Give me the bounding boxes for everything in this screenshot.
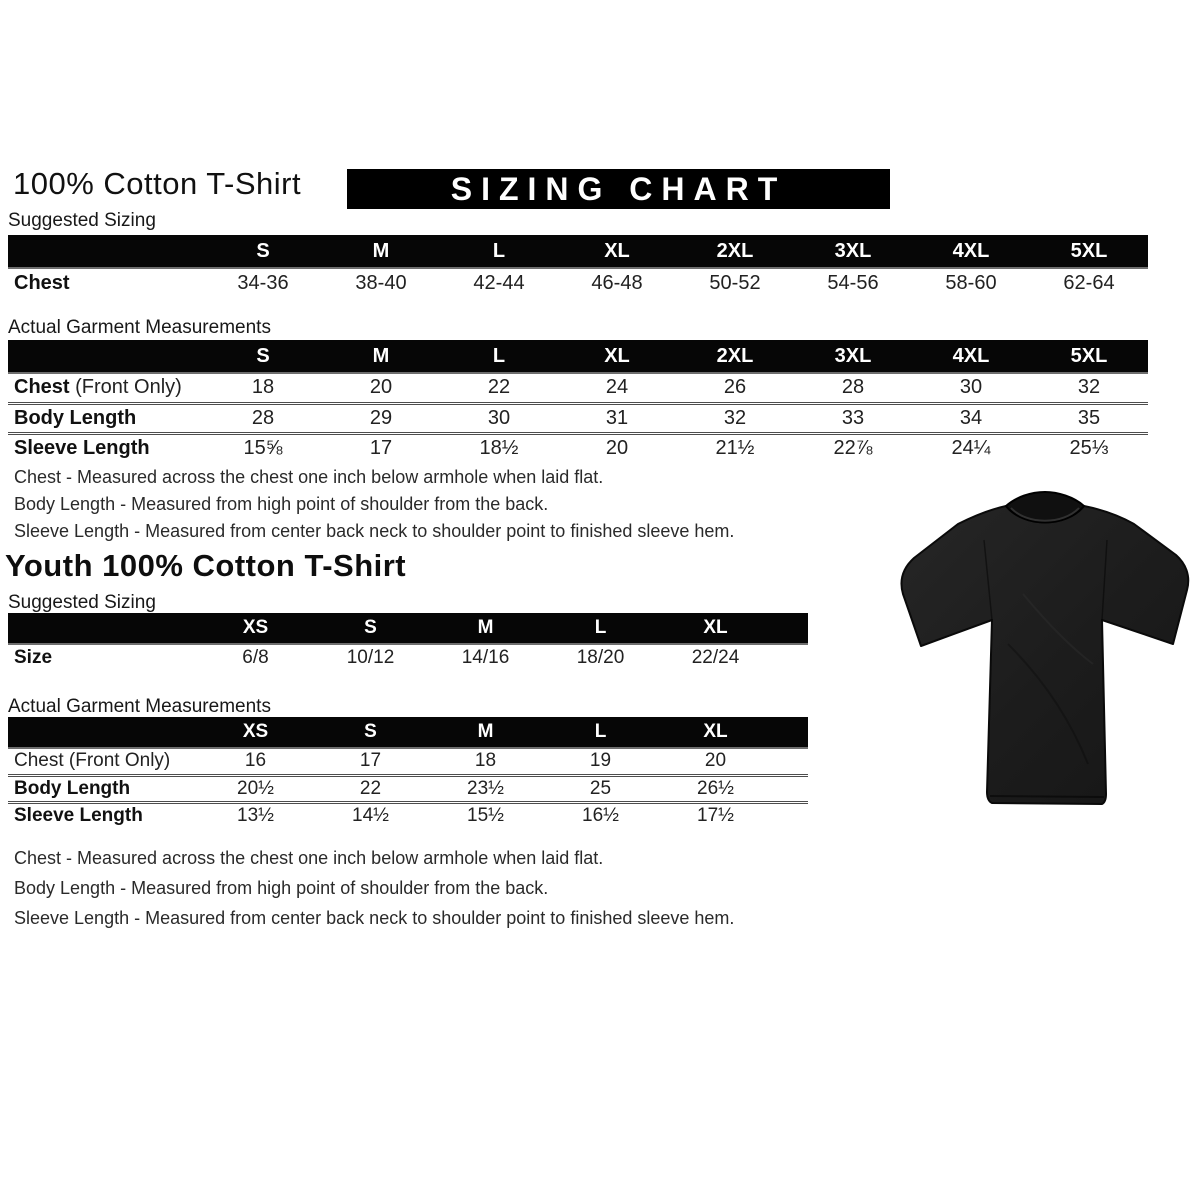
col-header: XL: [558, 235, 676, 268]
cell: 50-52: [676, 268, 794, 298]
cell: 34: [912, 403, 1030, 433]
col-header: XL: [658, 717, 773, 748]
col-header: L: [543, 613, 658, 644]
cell: [773, 748, 808, 775]
youth-actual-measurements-label: Actual Garment Measurements: [8, 696, 271, 717]
youth-section-title: Youth 100% Cotton T-Shirt: [5, 548, 407, 583]
table-row: [8, 373, 1148, 403]
cell: 17: [313, 748, 428, 775]
cell: 10/12: [313, 644, 428, 671]
cell: 26½: [658, 775, 773, 802]
cell: 46-48: [558, 268, 676, 298]
cell: 32: [676, 403, 794, 433]
table-row: [8, 644, 808, 671]
row-label: [8, 373, 204, 403]
cell: 26: [676, 373, 794, 403]
cell: 18/20: [543, 644, 658, 671]
cell: 18½: [440, 433, 558, 463]
tshirt-body: [901, 506, 1188, 804]
col-header: 5XL: [1030, 235, 1148, 268]
note-line: Chest - Measured across the chest one inch below armhole when laid flat.: [14, 467, 604, 487]
cell: 20: [658, 748, 773, 775]
cell: 14½: [313, 802, 428, 829]
cell: 22: [313, 775, 428, 802]
table-row: [8, 403, 1148, 433]
cell: 28: [204, 403, 322, 433]
cell: 31: [558, 403, 676, 433]
cell: 33: [794, 403, 912, 433]
cell: 15⅝: [204, 433, 322, 463]
cell: [773, 802, 808, 829]
row-label: Sleeve Length: [8, 433, 204, 463]
row-label: Body Length: [8, 775, 198, 802]
col-header: L: [543, 717, 658, 748]
cell: 24¼: [912, 433, 1030, 463]
col-header-blank: [8, 235, 204, 268]
row-label: Size: [8, 644, 198, 671]
cell: 30: [912, 373, 1030, 403]
youth-actual-measurements-table: [8, 717, 808, 829]
col-header-blank: [8, 717, 198, 748]
adult-actual-measurements-label: Actual Garment Measurements: [8, 317, 271, 338]
cell: 6/8: [198, 644, 313, 671]
col-header: M: [322, 235, 440, 268]
col-header: L: [440, 235, 558, 268]
note-line: Chest - Measured across the chest one inch below armhole when laid flat.: [14, 848, 604, 868]
table-header-row: [8, 717, 808, 748]
row-label-suffix: (Front Only): [75, 376, 182, 399]
col-header: M: [428, 613, 543, 644]
note-line: Sleeve Length - Measured from center back neck to shoulder point to finished sleeve hem.: [14, 908, 735, 928]
cell: 25: [543, 775, 658, 802]
table-header-row: [8, 235, 1148, 268]
cell: 16½: [543, 802, 658, 829]
cell: 35: [1030, 403, 1148, 433]
col-header-blank: [8, 340, 204, 373]
cell: 32: [1030, 373, 1148, 403]
col-header: 5XL: [1030, 340, 1148, 373]
table-row: [8, 268, 1148, 298]
col-header: XL: [658, 613, 773, 644]
youth-suggested-sizing-label: Suggested Sizing: [8, 592, 156, 613]
row-label: Chest: [8, 268, 204, 298]
cell: 13½: [198, 802, 313, 829]
col-header: M: [322, 340, 440, 373]
cell: 42-44: [440, 268, 558, 298]
tshirt-hem: [990, 796, 1104, 797]
cell: 54-56: [794, 268, 912, 298]
table-row: [8, 433, 1148, 463]
cell: 18: [204, 373, 322, 403]
col-header: 3XL: [794, 235, 912, 268]
cell: 20: [558, 433, 676, 463]
table-header-row: [8, 340, 1148, 373]
cell: 38-40: [322, 268, 440, 298]
row-label: Chest (Front Only): [8, 748, 198, 775]
col-header: 2XL: [676, 340, 794, 373]
cell: 19: [543, 748, 658, 775]
cell: 22⅞: [794, 433, 912, 463]
col-header: S: [204, 235, 322, 268]
cell: 14/16: [428, 644, 543, 671]
cell: 16: [198, 748, 313, 775]
cell: 17½: [658, 802, 773, 829]
col-header: S: [204, 340, 322, 373]
cell: 21½: [676, 433, 794, 463]
cell: 25⅓: [1030, 433, 1148, 463]
youth-suggested-sizing-table: [8, 613, 808, 671]
cell: 20: [322, 373, 440, 403]
cell: 58-60: [912, 268, 1030, 298]
cell: [773, 775, 808, 802]
col-header: XS: [198, 613, 313, 644]
adult-measurement-notes: [14, 464, 734, 545]
col-header: 4XL: [912, 340, 1030, 373]
cell: 20½: [198, 775, 313, 802]
cell: 24: [558, 373, 676, 403]
cell: 22: [440, 373, 558, 403]
cell: 62-64: [1030, 268, 1148, 298]
col-header-blank: [773, 613, 808, 644]
col-header: M: [428, 717, 543, 748]
cell: 29: [322, 403, 440, 433]
col-header: 3XL: [794, 340, 912, 373]
row-label: Body Length: [8, 403, 204, 433]
cell: 23½: [428, 775, 543, 802]
col-header: S: [313, 717, 428, 748]
row-label-main: Chest: [14, 376, 70, 399]
note-line: Body Length - Measured from high point of shoulder from the back.: [14, 878, 549, 898]
col-header-blank: [8, 613, 198, 644]
cell: 15½: [428, 802, 543, 829]
col-header: 2XL: [676, 235, 794, 268]
tshirt-product-image: [888, 474, 1200, 822]
col-header: XS: [198, 717, 313, 748]
row-label: Sleeve Length: [8, 802, 198, 829]
col-header: L: [440, 340, 558, 373]
note-line: Body Length - Measured from high point of shoulder from the back.: [14, 494, 549, 514]
cell: 28: [794, 373, 912, 403]
adult-suggested-sizing-table: [8, 235, 1148, 298]
table-row: [8, 748, 808, 775]
table-header-row: [8, 613, 808, 644]
sizing-chart-banner: SIZING CHART: [347, 169, 890, 209]
cell: 30: [440, 403, 558, 433]
cell: 17: [322, 433, 440, 463]
col-header: S: [313, 613, 428, 644]
table-row: [8, 802, 808, 829]
cell: 22/24: [658, 644, 773, 671]
table-row: [8, 775, 808, 802]
cell: 18: [428, 748, 543, 775]
adult-actual-measurements-table: [8, 340, 1148, 463]
note-line: Sleeve Length - Measured from center back neck to shoulder point to finished sleeve hem.: [14, 521, 735, 541]
col-header-blank: [773, 717, 808, 748]
cell: 34-36: [204, 268, 322, 298]
page-title: 100% Cotton T-Shirt: [13, 166, 302, 201]
tshirt-illustration: [888, 474, 1200, 822]
col-header: XL: [558, 340, 676, 373]
adult-suggested-sizing-label: Suggested Sizing: [8, 210, 156, 231]
cell: [773, 644, 808, 671]
col-header: 4XL: [912, 235, 1030, 268]
youth-measurement-notes: [14, 843, 734, 933]
